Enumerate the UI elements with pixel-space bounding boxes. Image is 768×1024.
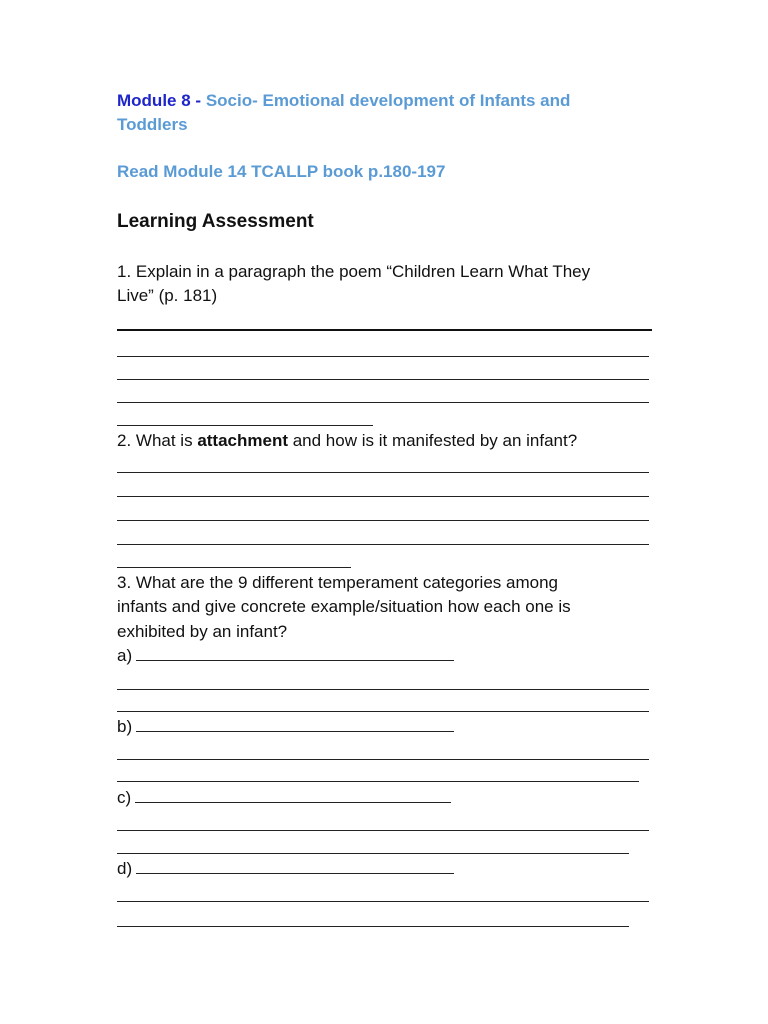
question-2 (117, 429, 577, 453)
answer-line[interactable] (117, 711, 649, 712)
answer-line[interactable] (117, 830, 649, 831)
question-3-line1: 3. What are the 9 different temperament categories among (117, 573, 558, 592)
answer-label-a: a) (117, 646, 133, 665)
answer-line[interactable] (117, 926, 629, 927)
answer-line[interactable] (117, 781, 639, 782)
answer-line[interactable] (117, 496, 649, 497)
module-title (117, 89, 570, 113)
answer-line[interactable] (117, 329, 652, 331)
answer-blank[interactable] (135, 788, 451, 803)
answer-line[interactable] (117, 379, 649, 380)
answer-blank[interactable] (136, 717, 454, 732)
answer-line[interactable] (117, 567, 351, 568)
answer-blank[interactable] (136, 859, 454, 874)
question-3-line3: exhibited by an infant? (117, 622, 288, 641)
answer-label-b: b) (117, 717, 133, 736)
question-3-line2: infants and give concrete example/situation how each one is (117, 597, 571, 616)
answer-label-c: c) (117, 788, 132, 807)
question-1-line2: Live” (p. 181) (117, 286, 218, 305)
answer-line[interactable] (117, 689, 649, 690)
answer-label-d: d) (117, 859, 133, 878)
answer-line[interactable] (117, 901, 649, 902)
answer-line[interactable] (117, 853, 629, 854)
answer-line[interactable] (117, 425, 373, 426)
question-1-line1: 1. Explain in a paragraph the poem “Children Learn What They (117, 262, 591, 281)
answer-item-b (117, 715, 454, 739)
answer-line[interactable] (117, 402, 649, 403)
question-2-prefix: 2. What is (117, 431, 198, 450)
answer-line[interactable] (117, 356, 649, 357)
question-2-keyword: attachment (197, 431, 288, 450)
answer-line[interactable] (117, 520, 649, 521)
answer-line[interactable] (117, 544, 649, 545)
answer-line[interactable] (117, 759, 649, 760)
answer-item-a (117, 644, 454, 668)
answer-line[interactable] (117, 472, 649, 473)
module-subtitle: Socio- Emotional development of Infants and (205, 91, 571, 110)
section-heading: Learning Assessment (117, 211, 314, 232)
reading-assignment: Read Module 14 TCALLP book p.180-197 (117, 162, 446, 181)
module-subtitle-line2: Toddlers (117, 115, 188, 134)
answer-item-c (117, 786, 451, 810)
answer-item-d (117, 857, 454, 881)
question-2-suffix: and how is it manifested by an infant? (288, 431, 578, 450)
answer-blank[interactable] (136, 646, 454, 661)
title-separator: - (195, 91, 202, 110)
module-label: Module 8 (117, 91, 191, 110)
